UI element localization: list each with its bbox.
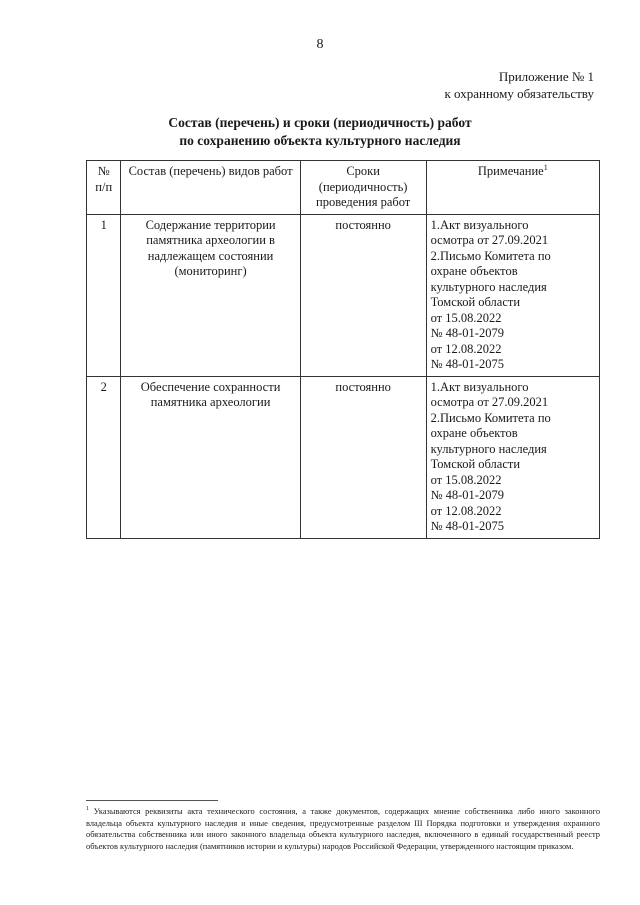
cell-note-line: 1.Акт визуального	[430, 217, 529, 232]
header-terms	[300, 161, 426, 215]
cell-note-line: от 15.08.2022	[430, 310, 502, 325]
cell-note-line: № 48-01-2079	[430, 488, 504, 502]
table-row	[87, 376, 600, 538]
cell-works	[121, 214, 300, 376]
cell-note	[426, 376, 599, 538]
cell-note-line: осмотра от 27.09.2021	[430, 395, 549, 409]
cell-note-line: культурного наследия	[430, 441, 547, 456]
cell-note-line: 2.Письмо Комитета по	[430, 410, 551, 425]
footnote-separator	[86, 800, 218, 801]
footnote-text: Указываются реквизиты акта технического состояния, а также документов, содержащих мнение собственника либо иного законного владельца объекта культурного наследия и иные сведения, предусмотренные разделом III Порядка подготовки и утверждения охранного обязательства собственника или иного законного владельца объекта культурного наследия, включенного в единый государственный реестр объектов культурного наследия (памятников истории и культуры) народов Российской Федерации, утвержденного настоящим приказом.	[86, 807, 601, 851]
cell-terms: постоянно	[300, 376, 426, 538]
appendix-title: Приложение № 1	[498, 69, 594, 84]
works-table	[86, 160, 600, 539]
page-number: 8	[316, 37, 324, 52]
cell-works-line: Содержание территории	[145, 217, 276, 232]
footnote-number: 1	[86, 806, 89, 813]
document-title-line-1: Состав (перечень) и сроки (периодичность) работ	[168, 115, 472, 130]
header-works: Состав (перечень) видов работ	[121, 161, 300, 215]
cell-note-line: охране объектов	[430, 264, 518, 278]
header-terms-line: проведения работ	[316, 195, 411, 209]
cell-note-line: 2.Письмо Комитета по	[430, 248, 551, 263]
cell-terms: постоянно	[300, 214, 426, 376]
document-title	[0, 114, 640, 150]
header-note-label: Примечание	[477, 164, 544, 178]
cell-works-line: (мониторинг)	[174, 264, 247, 278]
header-no	[87, 161, 121, 215]
cell-note-line: культурного наследия	[430, 279, 547, 294]
cell-note-line: от 15.08.2022	[430, 472, 502, 487]
cell-note-line: от 12.08.2022	[430, 341, 502, 356]
document-title-line-2: по сохранению объекта культурного наследия	[179, 133, 461, 148]
cell-works-line: памятника археологии в	[146, 233, 275, 247]
cell-works	[121, 376, 300, 538]
cell-note	[426, 214, 599, 376]
header-no-line: п/п	[95, 179, 113, 194]
appendix-subtitle: к охранному обязательству	[444, 86, 594, 101]
cell-works-line: памятника археологии	[150, 395, 271, 409]
appendix-caption	[444, 68, 594, 102]
header-no-line: №	[97, 164, 110, 178]
footnote-marker: 1	[543, 162, 548, 172]
cell-note-line: Томской области	[430, 295, 521, 309]
cell-note-line: 1.Акт визуального	[430, 379, 529, 394]
cell-note-line: охране объектов	[430, 426, 518, 440]
header-note	[426, 161, 599, 215]
header-terms-line: Сроки	[346, 164, 380, 178]
cell-note-line: № 48-01-2075	[430, 519, 504, 533]
header-terms-line: (периодичность)	[318, 179, 408, 194]
cell-note-line: осмотра от 27.09.2021	[430, 233, 549, 247]
cell-note-line: от 12.08.2022	[430, 503, 502, 518]
cell-works-line: надлежащем состоянии	[147, 248, 274, 263]
cell-note-line: Томской области	[430, 457, 521, 471]
footnote	[86, 806, 600, 852]
cell-no: 1	[87, 214, 121, 376]
table-row	[87, 214, 600, 376]
cell-note-line: № 48-01-2075	[430, 357, 504, 371]
table-header-row	[87, 161, 600, 215]
cell-works-line: Обеспечение сохранности	[140, 379, 281, 394]
cell-note-line: № 48-01-2079	[430, 326, 504, 340]
cell-no: 2	[87, 376, 121, 538]
